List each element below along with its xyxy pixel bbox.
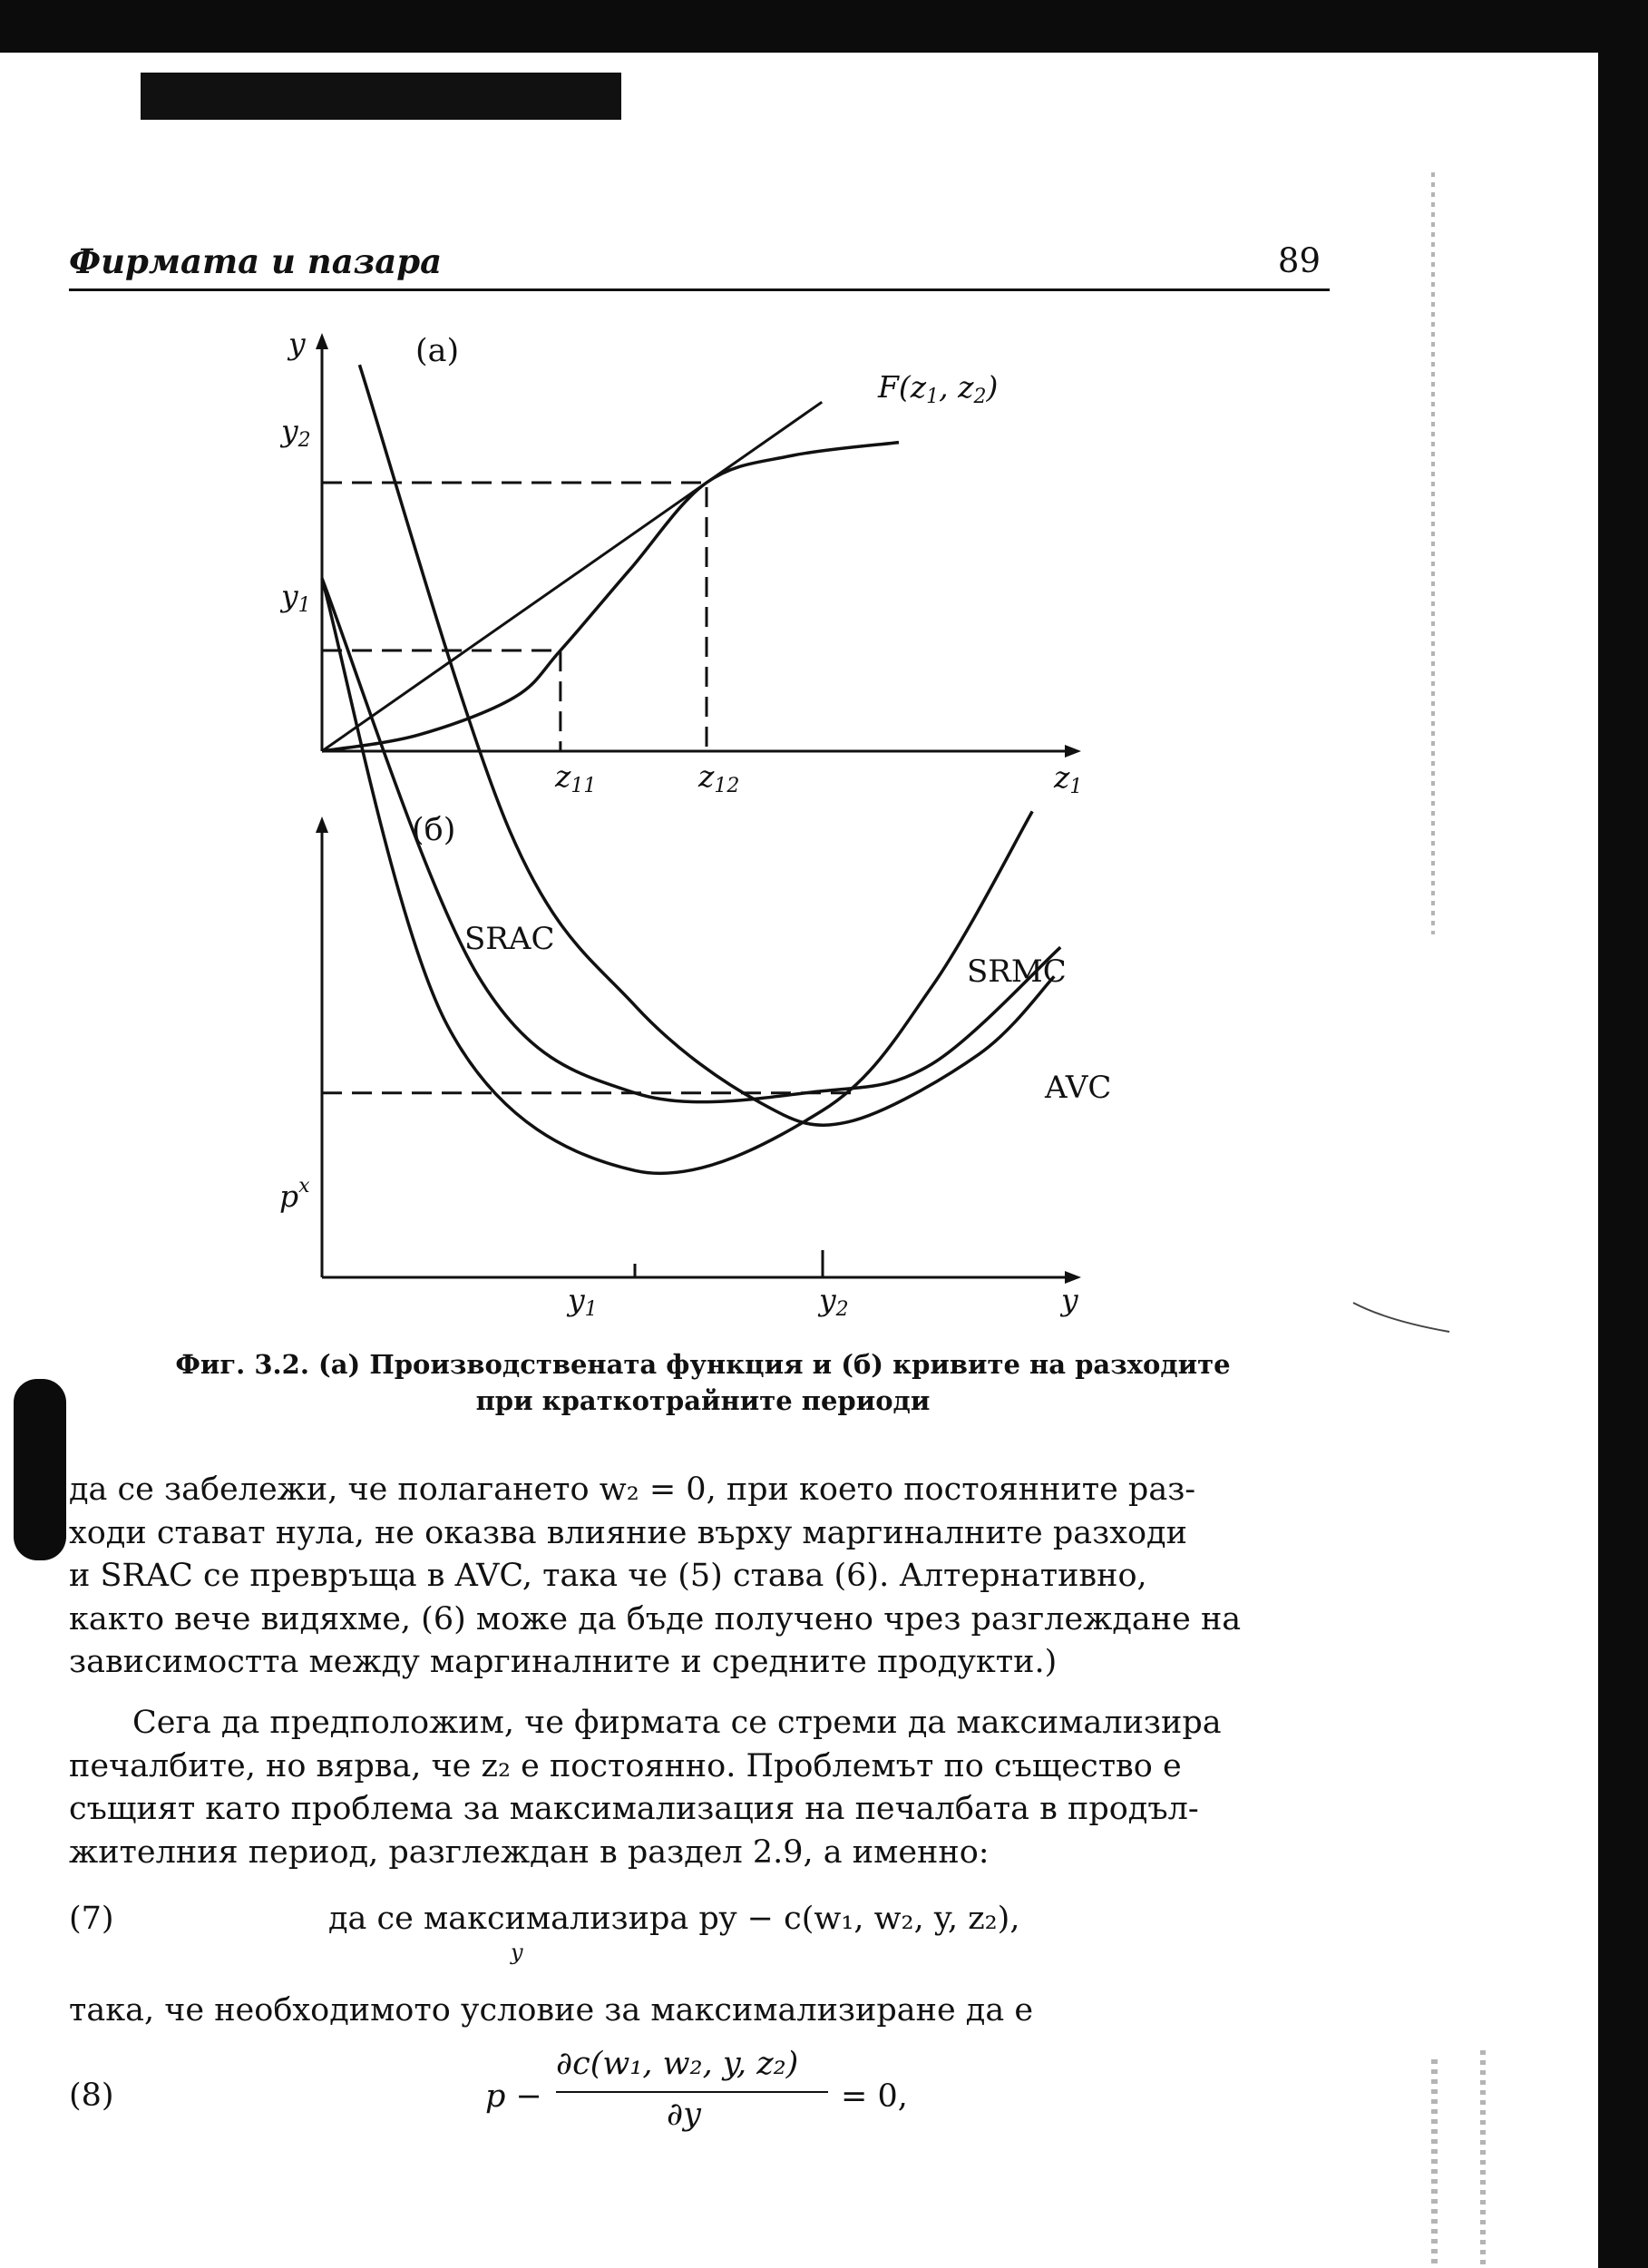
scan-noise-strip <box>1431 2059 1438 2268</box>
panel-a-tick-z12: z12 <box>698 758 740 797</box>
equation-8 <box>485 2046 939 2136</box>
panel-a-y-axis-label: y <box>288 326 306 361</box>
panel-a <box>279 326 1082 798</box>
equation-8-numerator: ∂c(w₁, w₂, y, z₂) <box>556 2046 799 2082</box>
panel-a-label: (а) <box>415 333 460 369</box>
panel-b-tick-y2: y2 <box>819 1282 849 1321</box>
srac-label: SRAC <box>464 921 555 957</box>
text-line: да се забележи, че полагането w₂ = 0, при което постоянните раз- <box>69 1471 1196 1508</box>
panel-a-x-axis-label: z1 <box>1054 759 1083 798</box>
paragraph-1 <box>69 1469 1330 1685</box>
avc-label: AVC <box>1045 1070 1112 1106</box>
scan-edge-mark <box>14 1379 66 1560</box>
panel-a-curve-label: F(z1, z2) <box>878 369 999 408</box>
panel-b-label: (б) <box>412 812 456 848</box>
text-line: както вече видяхме, (6) може да бъде получено чрез разглеждане на <box>69 1600 1242 1637</box>
text-line: печалбите, но вярва, че z₂ е постоянно. Проблемът по същество е <box>69 1747 1182 1784</box>
equation-7-subscript: y <box>511 1940 523 1965</box>
running-title: Фирмата и пазара <box>69 241 443 281</box>
text-line: жителния период, разглеждан в раздел 2.9, а именно: <box>69 1833 990 1871</box>
equation-8-fraction-bar <box>556 2091 828 2093</box>
equation-8-rhs: = 0, <box>841 2078 908 2115</box>
text-line: Сега да предположим, че фирмата се стреми да максимализира <box>132 1705 1222 1741</box>
panel-b-tick-px: $p^x$ <box>279 1175 310 1214</box>
text-line: ходи стават нула, не оказва влияние върху маргиналните разходи <box>69 1514 1187 1551</box>
text-line: зависимостта между маргиналните и средните продукти.) <box>69 1644 1058 1680</box>
text-line: и SRAC се превръща в AVC, така че (5) става (6). Алтернативно, <box>69 1558 1147 1594</box>
equation-8-denominator: ∂y <box>667 2097 701 2133</box>
panel-b-tick-y1: y1 <box>568 1282 598 1321</box>
panel-b-y-arrow <box>316 816 328 833</box>
panel-b <box>279 365 1111 1321</box>
paragraph-2 <box>69 1702 1330 1874</box>
paragraph-3: така, че необходимото условие за максимализиране да е <box>69 1992 1034 2028</box>
panel-a-x-arrow <box>1065 745 1081 758</box>
panel-a-y-arrow <box>316 333 328 349</box>
scan-noise-strip <box>1480 2050 1486 2268</box>
page-number: 89 <box>1277 241 1321 280</box>
caption-line: при краткотрайните периоди <box>475 1385 931 1416</box>
panel-a-tick-z11: z11 <box>555 758 597 797</box>
equation-7-number: (7) <box>69 1901 114 1937</box>
panel-b-x-axis-label: y <box>1061 1282 1078 1317</box>
production-function-curve <box>322 443 899 751</box>
tangent-ray <box>322 402 822 751</box>
equation-7: да се максимализира py − c(w₁, w₂, y, z₂), <box>328 1901 1020 1937</box>
srmc-curve <box>322 579 1032 1174</box>
equation-8-number: (8) <box>69 2077 114 2114</box>
equation-8-lhs: p − <box>485 2078 542 2115</box>
figure-caption <box>145 1346 1261 1419</box>
caption-line: Фиг. 3.2. (а) Производствената функция и (б) кривите на разходите <box>175 1349 1231 1380</box>
panel-a-tick-y1: y1 <box>281 578 311 617</box>
panel-a-tick-y2: y2 <box>281 413 311 452</box>
srmc-label: SRMC <box>967 953 1067 990</box>
text-line: същият като проблема за максимализация на печалбата в продъл- <box>69 1791 1199 1827</box>
